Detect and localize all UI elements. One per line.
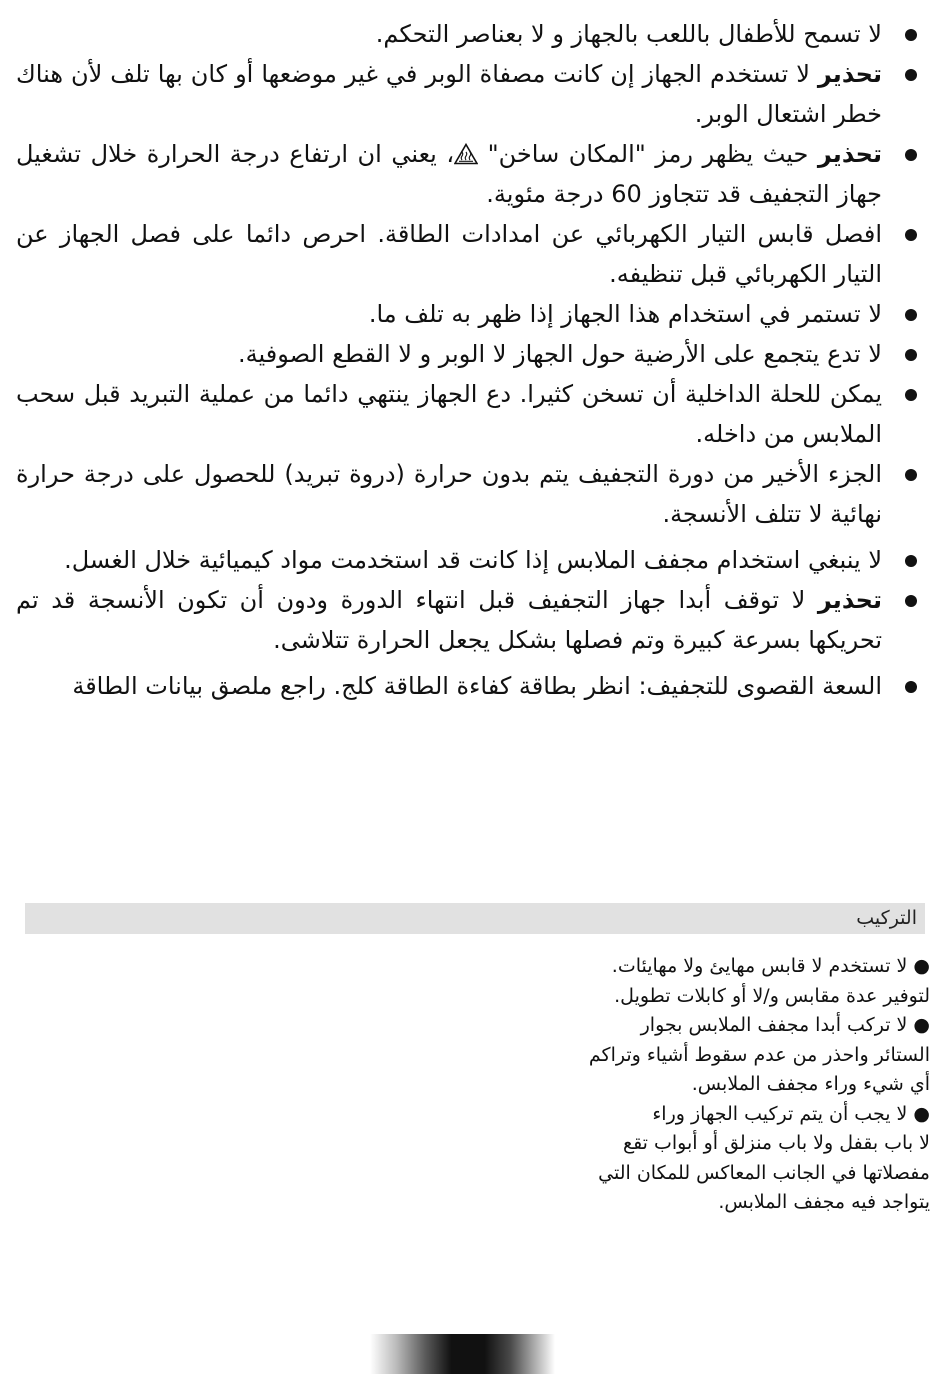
install-line: ● لا تركب أبدا مجفف الملابس بجوار bbox=[640, 1014, 930, 1036]
section-title: التركيب bbox=[856, 907, 917, 929]
page-footer-gradient-bar bbox=[370, 1334, 555, 1374]
warning-item: لا ينبغي استخدام مجفف الملابس إذا كانت قد استخدمت مواد كيميائية خلال الغسل. bbox=[16, 540, 928, 580]
warning-item: الجزء الأخير من دورة التجفيف يتم بدون حرارة (دروة تبريد) للحصول على درجة حرارة نهائية لا تتلف الأنسجة. bbox=[16, 454, 928, 534]
installation-text bbox=[520, 952, 930, 1218]
install-line: يتواجد فيه مجفف الملابس. bbox=[718, 1191, 930, 1213]
install-line: لا باب بقفل ولا باب منزلق أو أبواب تقع bbox=[622, 1132, 930, 1154]
warning-item: تحذير حيث يظهر رمز "المكان ساخن" ، يعني ان ارتفاع درجة الحرارة خلال تشغيل جهاز التجفيف قد تتجاوز 60 درجة مئوية. bbox=[16, 134, 928, 214]
install-line: ● لا تستخدم لا قابس مهايئ ولا مهايئات. bbox=[611, 955, 930, 977]
warning-item: تحذير لا تستخدم الجهاز إن كانت مصفاة الوبر في غير موضعها أو كان بها تلف لأن هناك خطر اشتعال الوبر. bbox=[16, 54, 928, 134]
warning-label: تحذير bbox=[817, 586, 882, 614]
install-line: ● لا يجب أن يتم تركيب الجهاز وراء bbox=[652, 1102, 930, 1125]
warning-item: لا تدع يتجمع على الأرضية حول الجهاز لا الوبر و لا القطع الصوفية. bbox=[16, 334, 928, 374]
install-line: لتوفير عدة مقابس و/لا أو كابلات تطويل. bbox=[614, 984, 930, 1007]
warning-item: السعة القصوى للتجفيف: انظر بطاقة كفاءة الطاقة كلج. راجع ملصق بيانات الطاقة bbox=[16, 666, 928, 706]
warning-item: لا تستمر في استخدام هذا الجهاز إذا ظهر به تلف ما. bbox=[16, 294, 928, 334]
warning-item: لا تسمح للأطفال باللعب بالجهاز و لا بعناصر التحكم. bbox=[16, 14, 928, 54]
hot-surface-icon bbox=[454, 137, 478, 159]
warning-label: تحذير bbox=[817, 60, 882, 88]
install-line: الستائر واحذر من عدم سقوط أشياء وتراكم bbox=[588, 1043, 930, 1066]
warning-item: يمكن للحلة الداخلية أن تسخن كثيرا. دع الجهاز ينتهي دائما من عملية التبريد قبل سحب الملابس من داخله. bbox=[16, 374, 928, 454]
installation-section-header bbox=[25, 903, 925, 934]
warning-item: تحذير لا توقف أبدا جهاز التجفيف قبل انتهاء الدورة ودون أن تكون الأنسجة قد تم تحريكها بسرعة كبيرة وتم فصلها بشكل يجعل الحرارة تتلاشى. bbox=[16, 580, 928, 660]
safety-warnings-list bbox=[16, 14, 928, 706]
warning-item: افصل قابس التيار الكهربائي عن امدادات الطاقة. احرص دائما على فصل الجهاز عن التيار الكهربائي قبل تنظيفه. bbox=[16, 214, 928, 294]
install-line: مفصلاتها في الجانب المعاكس للمكان التي bbox=[598, 1161, 930, 1184]
install-line: أي شيء وراء مجفف الملابس. bbox=[691, 1073, 930, 1095]
warning-label: تحذير bbox=[817, 140, 882, 168]
